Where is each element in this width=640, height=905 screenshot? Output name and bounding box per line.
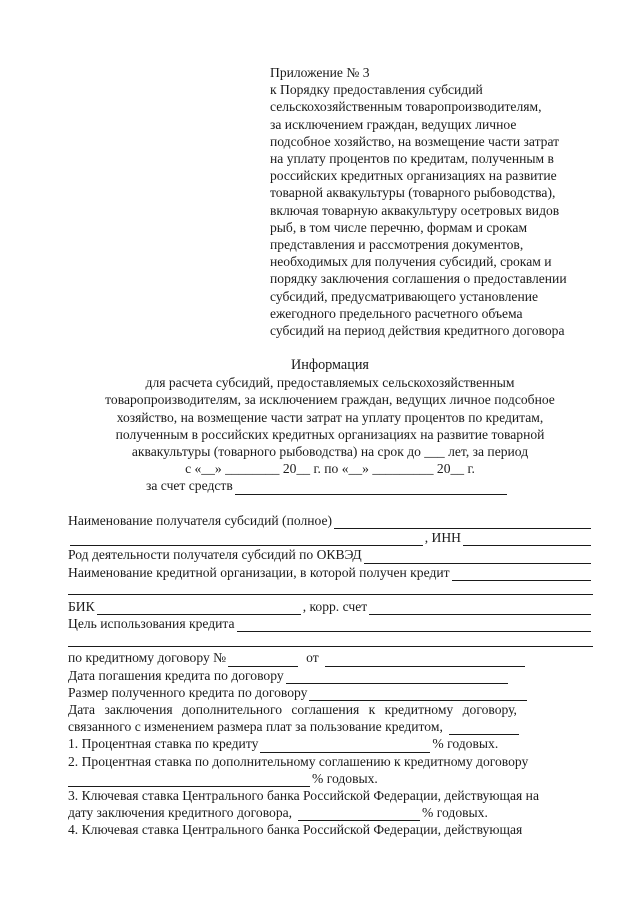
info-heading xyxy=(60,357,600,495)
appendix-line: товарной аквакультуры (товарного рыбоводства), xyxy=(270,185,556,201)
appendix-line: субсидий на период действия кредитного договора xyxy=(270,323,565,339)
info-line: полученным в российских кредитных организациях на развитие товарной xyxy=(115,426,545,442)
document-title: Информация xyxy=(291,357,369,373)
item1-row xyxy=(68,735,593,752)
credit-org-row xyxy=(68,564,593,581)
recipient-name-row xyxy=(68,512,593,529)
repayment-date-label: Дата погашения кредита по договору xyxy=(68,667,284,683)
item4-label: 4. Ключевая ставка Центрального банка Российской Федерации, действующая xyxy=(68,822,523,838)
inn-label: , ИНН xyxy=(424,530,461,546)
item2-row-2 xyxy=(68,770,593,787)
item3-suffix: % годовых. xyxy=(422,805,488,821)
okved-field[interactable] xyxy=(364,551,591,564)
item1-label: 1. Процентная ставка по кредиту xyxy=(68,736,259,752)
purpose-label: Цель использования кредита xyxy=(68,616,235,632)
contract-number-field[interactable] xyxy=(228,654,298,667)
appendix-line: на уплату процентов по кредитам, полученным в xyxy=(270,151,554,167)
appendix-line: включая товарную аквакультуру осетровых видов xyxy=(270,202,560,218)
info-line: товаропроизводителям, за исключением граждан, ведущих личное подсобное xyxy=(105,392,555,408)
info-line: для расчета субсидий, предоставляемых сельскохозяйственным xyxy=(145,375,515,391)
funds-label: за счет средств xyxy=(146,478,233,494)
corr-account-field[interactable] xyxy=(369,602,591,615)
appendix-line: подсобное хозяйство, на возмещение части затрат xyxy=(270,133,560,149)
supplement-row-2 xyxy=(68,718,593,735)
repayment-date-field[interactable] xyxy=(286,671,508,684)
repayment-row xyxy=(68,667,593,684)
funds-field[interactable] xyxy=(235,482,507,495)
credit-org-label: Наименование кредитной организации, в которой получен кредит xyxy=(68,564,450,580)
appendix-line: Приложение № 3 xyxy=(270,65,370,80)
appendix-line: сельскохозяйственным товаропроизводителям, xyxy=(270,99,542,115)
appendix-line: к Порядку предоставления субсидий xyxy=(270,82,483,98)
contract-date-field[interactable] xyxy=(325,654,525,667)
inn-row xyxy=(68,529,593,546)
info-line: аквакультуры (товарного рыбоводства) на срок до ___ лет, за период xyxy=(131,444,529,460)
supplement-label-2: связанного с изменением размера плат за пользование кредитом, xyxy=(68,719,443,735)
item2-rate-field[interactable] xyxy=(68,774,310,787)
funds-row xyxy=(60,477,600,494)
appendix-line: представления и рассмотрения документов, xyxy=(270,237,524,253)
appendix-line: ежегодного предельного расчетного объема xyxy=(270,305,523,321)
contract-row xyxy=(68,650,593,667)
item2-label: 2. Процентная ставка по дополнительному соглашению к кредитному договору xyxy=(68,753,529,769)
item3-label: 3. Ключевая ставка Центрального банка Российской Федерации, действующая на xyxy=(68,787,539,803)
info-line: хозяйство, на возмещение части затрат на уплату процентов по кредитам, xyxy=(116,409,544,425)
corr-account-label: , корр. счет xyxy=(302,598,368,614)
inn-field[interactable] xyxy=(463,533,591,546)
appendix-line: рыб, в том числе перечню, формам и срокам xyxy=(270,219,528,235)
info-line: с «__» ________ 20__ г. по «__» _________ 20__ г. xyxy=(185,461,475,477)
loan-size-row xyxy=(68,684,593,701)
supplement-date-field[interactable] xyxy=(449,722,519,735)
form-body xyxy=(68,512,593,839)
loan-size-field[interactable] xyxy=(309,688,527,701)
appendix-header xyxy=(270,64,610,339)
item2-row xyxy=(68,753,593,770)
recipient-name-field-cont[interactable] xyxy=(70,533,423,546)
supplement-row xyxy=(68,701,593,718)
supplement-label: Дата заключения дополнительного соглашения к кредитному договору, xyxy=(68,702,517,718)
item1-suffix: % годовых. xyxy=(432,736,499,752)
bik-label: БИК xyxy=(68,598,95,614)
item4-row xyxy=(68,821,593,838)
credit-org-field[interactable] xyxy=(452,568,591,581)
bik-row xyxy=(68,598,593,615)
item2-suffix: % годовых. xyxy=(312,770,378,786)
appendix-line: субсидий, предусматривающего установление xyxy=(270,288,539,304)
purpose-row xyxy=(68,615,593,632)
recipient-name-label: Наименование получателя субсидий (полное) xyxy=(68,512,333,528)
okved-label: Род деятельности получателя субсидий по ОКВЭД xyxy=(68,547,362,563)
appendix-line: порядку заключения соглашения о предоставлении xyxy=(270,271,567,287)
recipient-name-field[interactable] xyxy=(334,516,591,529)
item3-row xyxy=(68,787,593,804)
loan-size-label: Размер полученного кредита по договору xyxy=(68,684,308,700)
purpose-field-cont[interactable] xyxy=(68,632,593,649)
item1-rate-field[interactable] xyxy=(260,740,430,753)
contract-number-label: по кредитному договору № xyxy=(68,650,227,666)
appendix-line: необходимых для получения субсидий, срокам и xyxy=(270,254,552,270)
bik-field[interactable] xyxy=(97,602,301,615)
item3-rate-field[interactable] xyxy=(298,808,420,821)
item3-row-2 xyxy=(68,804,593,821)
purpose-field[interactable] xyxy=(237,619,591,632)
appendix-line: за исключением граждан, ведущих личное xyxy=(270,116,517,132)
okved-row xyxy=(68,546,593,563)
credit-org-field-cont[interactable] xyxy=(68,581,593,598)
contract-date-label: от xyxy=(306,650,319,666)
item3-label-2: дату заключения кредитного договора, xyxy=(68,805,293,821)
appendix-line: российских кредитных организациях на развитие xyxy=(270,168,557,184)
